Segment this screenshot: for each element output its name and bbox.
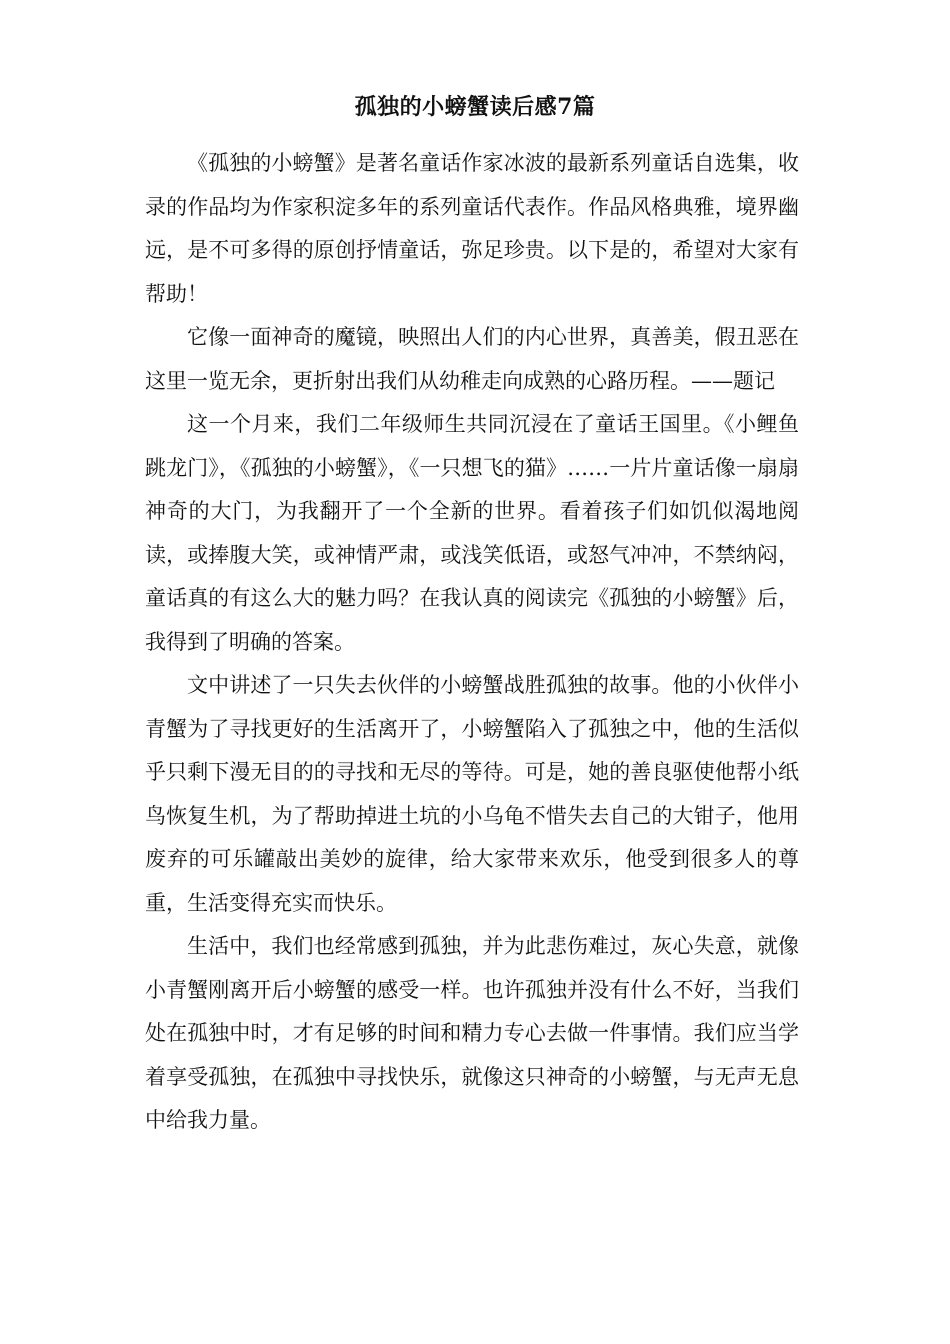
paragraph-reading-month: 这一个月来，我们二年级师生共同沉浸在了童话王国里。《小鲤鱼跳龙门》，《孤独的小螃蟹》，《一只想飞的猫》……一片片童话像一扇扇神奇的大门，为我翻开了一个全新的世界。看着孩子们如饥似渴地阅读，或捧腹大笑，或神情严肃，或浅笑低语，或怒气冲冲，不禁纳闷，童话真的有这么大的魅力吗？在我认真的阅读完《孤独的小螃蟹》后，我得到了明确的答案。 (145, 412, 799, 654)
paragraph-story-summary: 文中讲述了一只失去伙伴的小螃蟹战胜孤独的故事。他的小伙伴小青蟹为了寻找更好的生活离开了，小螃蟹陷入了孤独之中，他的生活似乎只剩下漫无目的的寻找和无尽的等待。可是，她的善良驱使他帮小纸鸟恢复生机，为了帮助掉进土坑的小乌龟不惜失去自己的大钳子，他用废弃的可乐罐敲出美妙的旋律，给大家带来欢乐，他受到很多人的尊重，生活变得充实而快乐。 (145, 673, 799, 915)
paragraph-reflection: 生活中，我们也经常感到孤独，并为此悲伤难过，灰心失意，就像小青蟹刚离开后小螃蟹的感受一样。也许孤独并没有什么不好，当我们处在孤独中时，才有足够的时间和精力专心去做一件事情。我们应当学着享受孤独，在孤独中寻找快乐，就像这只神奇的小螃蟹，与无声无息中给我力量。 (145, 934, 799, 1132)
document-body (145, 142, 799, 1143)
paragraph-epigraph: 它像一面神奇的魔镜，映照出人们的内心世界，真善美，假丑恶在这里一览无余，更折射出我们从幼稚走向成熟的心路历程。——题记 (145, 325, 799, 393)
document-title: 孤独的小螃蟹读后感7篇 (354, 94, 596, 120)
paragraph-intro: 《孤独的小螃蟹》是著名童话作家冰波的最新系列童话自选集，收录的作品均为作家积淀多年的系列童话代表作。作品风格典雅，境界幽远，是不可多得的原创抒情童话，弥足珍贵。以下是的，希望对大家有帮助！ (145, 151, 799, 306)
